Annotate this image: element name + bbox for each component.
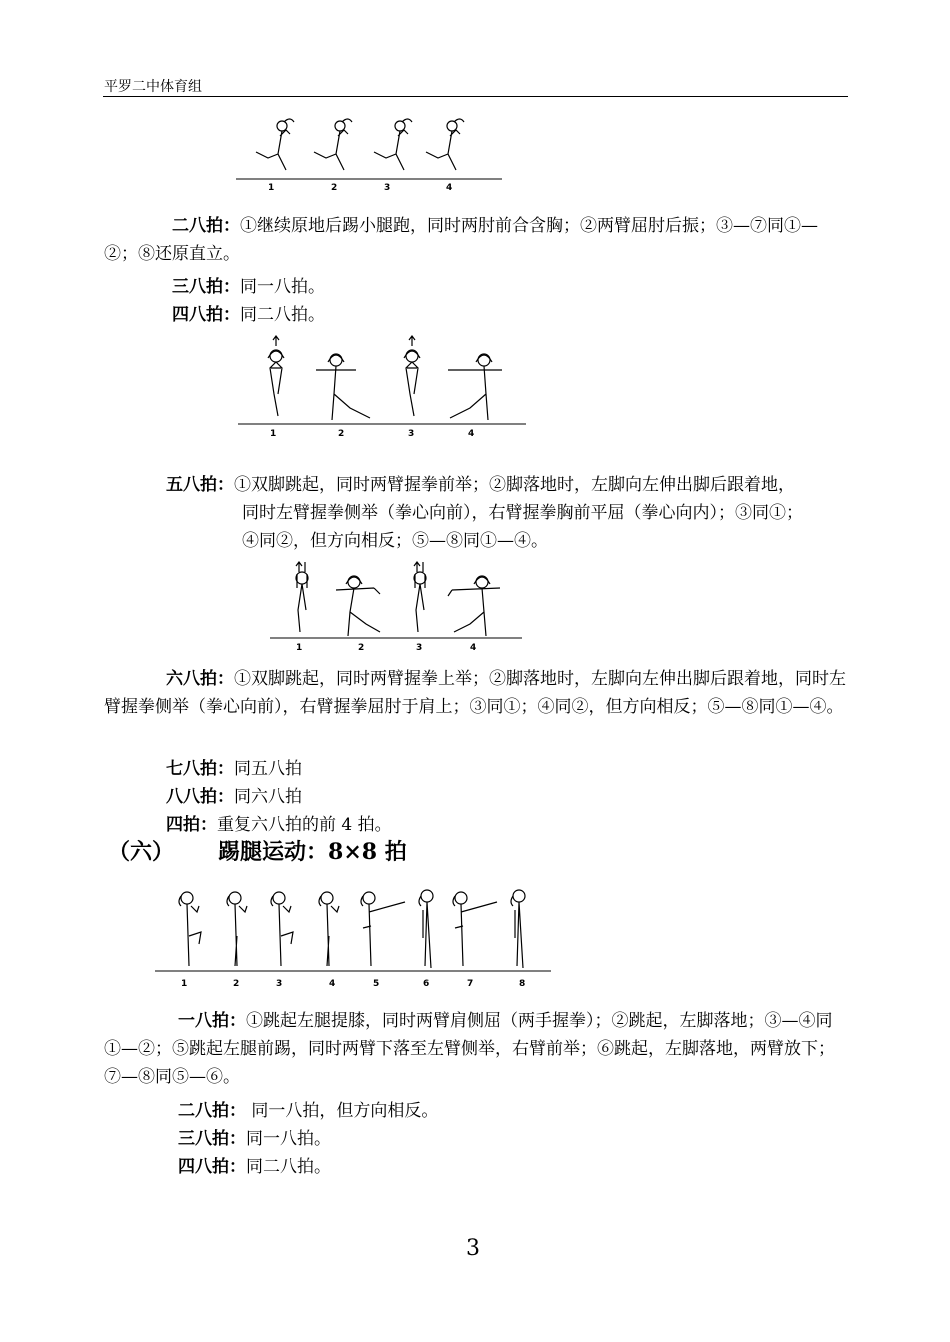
count-label: 6 — [423, 979, 430, 989]
stick-figure — [453, 892, 497, 966]
count-label: 4 — [470, 643, 477, 653]
page-number: 3 — [466, 1236, 480, 1261]
stick-figure — [448, 354, 502, 420]
count-label: 1 — [268, 183, 275, 193]
stick-figure — [316, 354, 370, 420]
paragraph-erba: 二八拍：①继续原地后踢小腿跑，同时两肘前合含胸；②两臂屈肘后振；③—⑦同①—②；⑧还原直立。 — [104, 216, 818, 264]
count-label: 1 — [270, 429, 277, 439]
line-sanba: 三八拍：同一八拍。 — [172, 277, 325, 297]
line-baba: 八八拍：同六八拍 — [166, 787, 302, 807]
line-kick-sanba: 三八拍：同一八拍。 — [178, 1129, 331, 1149]
paragraph-liuba: 六八拍：①双脚跳起，同时两臂握拳上举；②脚落地时，左脚向左伸出脚后跟着地，同时左臂握拳侧举（拳心向前），右臂握拳屈肘于肩上；③同①；④同②，但方向相反；⑤—⑧同①—④。 — [104, 669, 846, 717]
count-label: 8 — [519, 979, 526, 989]
stick-figure — [414, 562, 426, 632]
figure-running — [236, 112, 504, 194]
page-header: 平罗二中体育组 — [104, 79, 202, 95]
line-siba: 四八拍：同二八拍。 — [172, 305, 325, 325]
count-label: 3 — [416, 643, 423, 653]
figure-jump-forward — [238, 334, 528, 442]
count-label: 4 — [446, 183, 453, 193]
line-wuba-1: 五八拍：①双脚跳起，同时两臂握拳前举；②脚落地时，左脚向左伸出脚后跟着地， — [166, 475, 795, 495]
stick-figure — [296, 562, 308, 632]
count-label: 1 — [296, 643, 303, 653]
count-label: 1 — [181, 979, 188, 989]
count-label: 7 — [467, 979, 474, 989]
figure-kicking — [155, 882, 553, 992]
stick-figure — [426, 119, 464, 170]
stick-figure — [227, 892, 247, 966]
header-rule — [103, 96, 848, 97]
line-kick-erba: 二八拍： 同一八拍，但方向相反。 — [178, 1101, 439, 1121]
stick-figure — [361, 892, 405, 966]
line-qiba: 七八拍：同五八拍 — [166, 759, 302, 779]
stick-figure — [374, 119, 412, 170]
line-wuba-2: 同时左臂握拳侧举（拳心向前），右臂握拳胸前平屈（拳心向内）；③同①； — [242, 503, 803, 523]
line-sipai: 四拍：重复六八拍的前 4 拍。 — [166, 815, 392, 835]
stick-figure — [179, 892, 201, 966]
count-label: 2 — [358, 643, 365, 653]
count-label: 4 — [468, 429, 475, 439]
count-label: 3 — [384, 183, 391, 193]
count-label: 2 — [331, 183, 338, 193]
stick-figure — [268, 336, 284, 416]
count-label: 3 — [276, 979, 283, 989]
stick-figure — [314, 119, 352, 170]
figure-jump-up — [270, 558, 524, 656]
line-kick-siba: 四八拍：同二八拍。 — [178, 1157, 331, 1177]
stick-figure — [448, 576, 500, 636]
count-label: 3 — [408, 429, 415, 439]
section-title: （六） 踢腿运动：8×8 拍 — [108, 839, 407, 865]
stick-figure — [336, 576, 380, 636]
line-wuba-3: ④同②，但方向相反；⑤—⑧同①—④。 — [242, 531, 548, 551]
stick-figure — [256, 119, 294, 170]
stick-figure — [404, 336, 420, 416]
count-label: 2 — [233, 979, 240, 989]
stick-figure — [511, 890, 525, 968]
count-label: 4 — [329, 979, 336, 989]
count-label: 2 — [338, 429, 345, 439]
stick-figure — [319, 892, 339, 966]
count-label: 5 — [373, 979, 380, 989]
stick-figure — [419, 890, 433, 968]
stick-figure — [271, 892, 293, 966]
paragraph-kick-yiba: 一八拍：①跳起左腿提膝，同时两臂肩侧屈（两手握拳）；②跳起，左脚落地；③—④同①—②；⑤跳起左腿前踢，同时两臂下落至左臂侧举，右臂前举；⑥跳起，左脚落地，两臂放下；⑦—⑧同⑤—⑥。 — [104, 1011, 835, 1087]
